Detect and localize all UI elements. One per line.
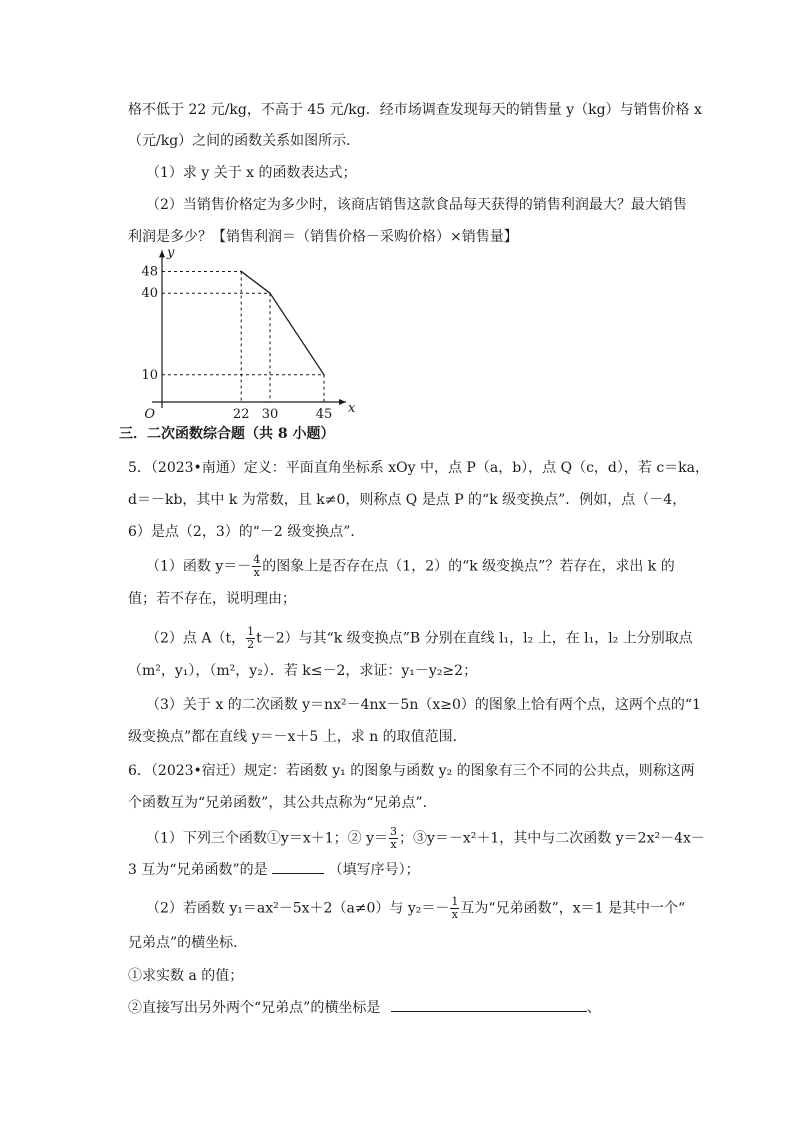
x-tick-label: 22 <box>232 407 250 422</box>
problem5-question2-line1: （2）点 A（t， $\frac{1}{2}$ t－2）与其“k 级变换点”B 分别在直线 l₁，l₂ 上，在 l₁，l₂ 上分别取点 <box>146 625 693 651</box>
problem6-text-line1: 6．（2023•宿迁）规定：若函数 y₁ 的图象与函数 y₂ 的图象有三个不同的公共点，则称这两 <box>128 763 695 779</box>
origin-label: O <box>144 407 155 422</box>
y-tick-label: 40 <box>141 286 158 302</box>
problem5-text-line3: 6）是点（2，3）的“－2 级变换点”． <box>128 524 365 540</box>
x-tick-label: 45 <box>315 407 333 422</box>
problem5-question1-line1: （1）函数 y＝－ $\frac{4}{x}$ 的图象上是否存在点（1，2）的“k 级变换点”？若存在，求出 k 的 <box>146 553 675 579</box>
problem6-subquestion1: ①求实数 a 的值； <box>128 968 244 984</box>
problem5-question2-line2: （m²，y₁），（m²，y₂）．若 k≤－2，求证：y₁－y₂≥2； <box>128 663 478 679</box>
problem4-text-line2: （元/kg）之间的函数关系如图所示． <box>128 133 361 149</box>
y-tick-label: 48 <box>141 264 158 280</box>
problem5-text-line2: d＝－kb，其中 k 为常数，且 k≠0，则称点 Q 是点 P 的“k 级变换点”．例如，点（－4， <box>128 492 687 508</box>
problem6-text-line2: 个函数互为“兄弟函数”，其公共点称为“兄弟点”． <box>128 795 437 811</box>
function-segment <box>270 293 324 375</box>
dashed-guide-lines <box>162 271 324 402</box>
problem6-subquestion2: ②直接写出另外两个“兄弟点”的横坐标是 、 <box>128 1000 601 1016</box>
x-axis-label: x <box>348 401 356 416</box>
problem5-question1-line2: 值；若不存在，说明理由； <box>128 591 296 607</box>
problem4-question2-line1: （2）当销售价格定为多少时，该商店销售这款食品每天获得的销售利润最大？最大销售 <box>146 197 687 213</box>
axes <box>152 250 346 408</box>
fraction: $\frac{1}{2}$ <box>247 625 255 651</box>
problem4-question1: （1）求 y 关于 x 的函数表达式； <box>146 165 357 181</box>
price-sales-graph <box>130 245 356 422</box>
x-tick-label: 30 <box>261 407 279 422</box>
fraction: $\frac{1}{x}$ <box>451 895 459 921</box>
y-tick-label: 10 <box>141 367 158 383</box>
problem4-question2-line2: 利润是多少？【销售利润＝（销售价格－采购价格）×销售量】 <box>128 229 518 245</box>
problem6-question2-line2: 兄弟点”的横坐标． <box>128 935 248 951</box>
answer-blank[interactable] <box>272 861 324 874</box>
data-point <box>240 271 242 273</box>
function-segment <box>241 271 270 293</box>
section-heading: 三．二次函数综合题（共 8 小题） <box>119 426 335 442</box>
problem5-text-line1: 5．（2023•南通）定义：平面直角坐标系 xOy 中，点 P（a，b），点 Q（c，d），若 c＝ka， <box>128 460 710 476</box>
problem6-question1-line1: （1）下列三个函数①y＝x＋1；② y＝ $\frac{3}{x}$ ；③y＝－x²＋1，其中与二次函数 y＝2x²－4x－ <box>146 825 705 851</box>
problem5-question3-line2: 级变换点”都在直线 y＝－x＋5 上，求 n 的取值范围． <box>128 729 467 745</box>
fraction: $\frac{4}{x}$ <box>253 553 261 579</box>
fraction: $\frac{3}{x}$ <box>389 825 397 851</box>
problem6-question2-line1: （2）若函数 y₁＝ax²－5x＋2（a≠0）与 y₂＝－ $\frac{1}{x}$ 互为“兄弟函数”，x＝1 是其中一个“ <box>146 895 686 921</box>
data-point <box>323 374 325 376</box>
y-axis-arrow <box>159 250 165 257</box>
x-axis-arrow <box>339 399 346 405</box>
problem6-question1-line2: 3 互为“兄弟函数”的是 （填写序号）； <box>128 862 420 878</box>
problem4-text-line1: 格不低于 22 元/kg，不高于 45 元/kg．经市场调查发现每天的销售量 y（kg）与销售价格 x <box>128 102 702 118</box>
y-axis-label: y <box>167 245 175 261</box>
problem5-question3-line1: （3）关于 x 的二次函数 y＝nx²－4nx－5n（x≥0）的图象上恰有两个点，这两个点的“1 <box>146 697 701 713</box>
answer-blank[interactable] <box>391 999 587 1012</box>
data-point <box>269 292 271 294</box>
function-polyline <box>240 271 324 376</box>
